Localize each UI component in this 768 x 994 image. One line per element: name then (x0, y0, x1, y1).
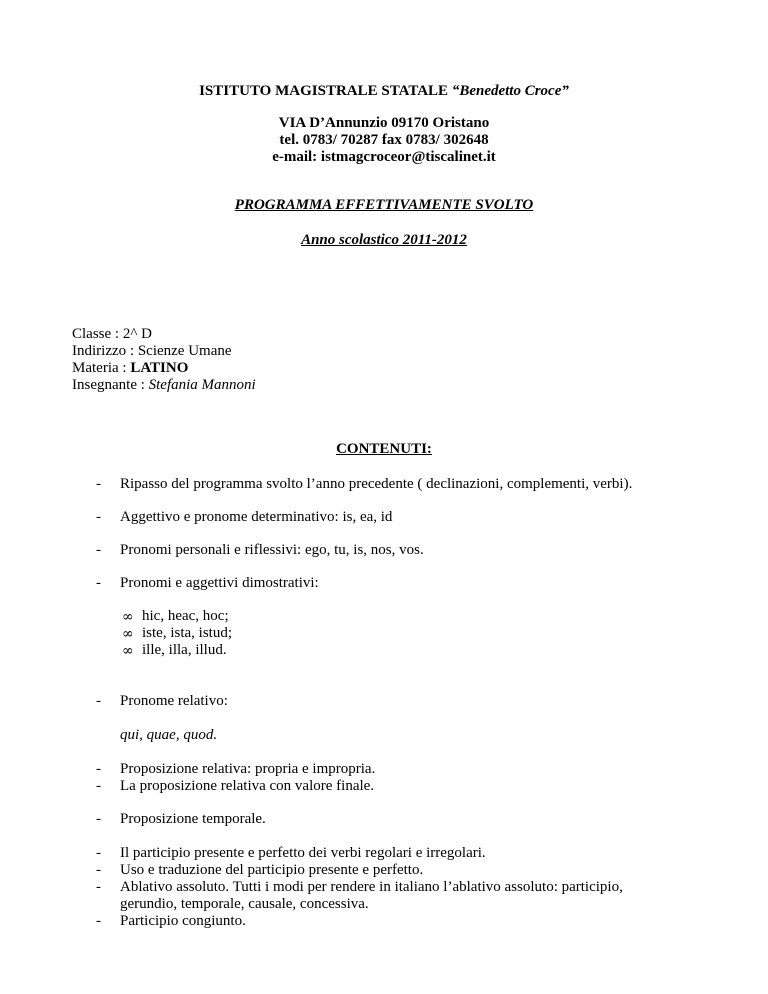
item-text: Aggettivo e pronome determinativo: is, ea, id (120, 509, 393, 525)
document-title: PROGRAMMA EFFETTIVAMENTE SVOLTO (234, 197, 534, 213)
school-address: VIA D’Annunzio 09170 Oristano (278, 115, 490, 131)
classe-label: Classe : (72, 326, 123, 342)
item-text: Il participio presente e perfetto dei verbi regolari e irregolari. (120, 845, 486, 861)
item-text: Pronome relativo: (120, 693, 228, 709)
materia-label: Materia : (72, 360, 131, 376)
insegnante-label: Insegnante : (72, 377, 149, 393)
info-materia (72, 360, 188, 377)
school-year: Anno scolastico 2011-2012 (301, 232, 467, 248)
infinity-bullet-icon: ∞ (122, 609, 134, 625)
item-text: Participio congiunto. (120, 913, 246, 929)
school-email: e-mail: istmagcroceor@tiscalinet.it (272, 149, 496, 165)
info-insegnante (72, 377, 256, 394)
dash-marker: - (96, 476, 101, 492)
sublist-item: ille, illa, illud. (142, 642, 227, 658)
infinity-bullet-icon: ∞ (122, 643, 134, 659)
classe-value: 2^ D (122, 326, 152, 342)
indirizzo-label: Indirizzo : (72, 343, 138, 359)
dash-marker: - (96, 693, 101, 709)
sublist-item: iste, ista, istud; (142, 625, 232, 641)
item-text: Proposizione relativa: propria e impropria. (120, 761, 376, 777)
info-indirizzo (72, 343, 232, 360)
item-text: Proposizione temporale. (120, 811, 266, 827)
dash-marker: - (96, 542, 101, 558)
dash-marker: - (96, 761, 101, 777)
materia-value: LATINO (130, 360, 189, 376)
insegnante-value: Stefania Mannoni (148, 377, 256, 393)
item-text: Uso e traduzione del participio presente e perfetto. (120, 862, 424, 878)
school-name: ISTITUTO MAGISTRALE STATALE (199, 83, 449, 99)
school-header (0, 83, 768, 100)
school-dedication: “Benedetto Croce” (451, 83, 569, 99)
school-phone: tel. 0783/ 70287 fax 0783/ 302648 (279, 132, 489, 148)
info-classe (72, 326, 152, 343)
dash-marker: - (96, 845, 101, 861)
infinity-bullet-icon: ∞ (122, 626, 134, 642)
indirizzo-value: Scienze Umane (137, 343, 232, 359)
dash-marker: - (96, 862, 101, 878)
dash-marker: - (96, 575, 101, 591)
item-text: Pronomi e aggettivi dimostrativi: (120, 575, 319, 591)
relative-pronoun-forms: qui, quae, quod. (120, 727, 218, 743)
dash-marker: - (96, 778, 101, 794)
item-text: Ablativo assoluto. Tutti i modi per rendere in italiano l’ablativo assoluto: participio, (120, 879, 623, 895)
contents-heading: CONTENUTI: (336, 441, 432, 457)
dash-marker: - (96, 913, 101, 929)
dash-marker: - (96, 811, 101, 827)
item-text: Pronomi personali e riflessivi: ego, tu, is, nos, vos. (120, 542, 424, 558)
item-text: Ripasso del programma svolto l’anno precedente ( declinazioni, complementi, verbi). (120, 476, 633, 492)
dash-marker: - (96, 509, 101, 525)
item-text-continued: gerundio, temporale, causale, concessiva. (120, 896, 369, 912)
dash-marker: - (96, 879, 101, 895)
sublist-item: hic, heac, hoc; (142, 608, 229, 624)
item-text: La proposizione relativa con valore finale. (120, 778, 375, 794)
